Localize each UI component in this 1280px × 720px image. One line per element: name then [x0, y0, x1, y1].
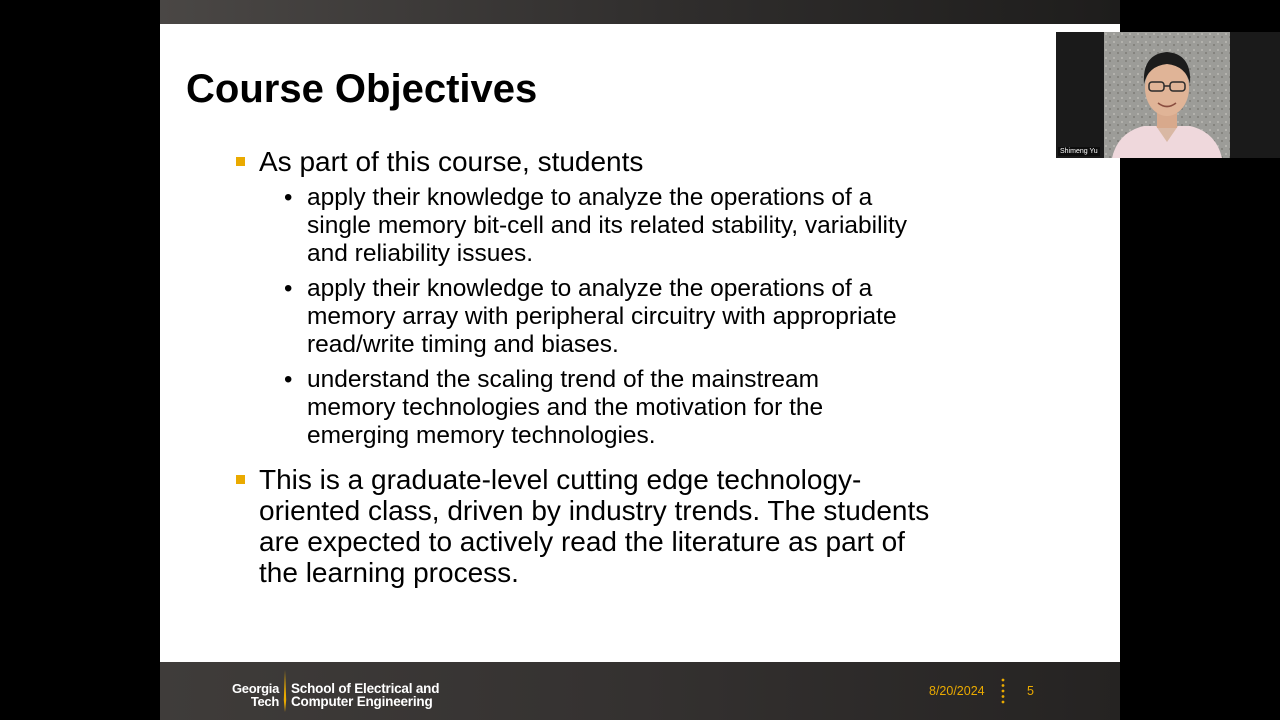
sub-bullet-line: single memory bit-cell and its related stability, variability	[307, 212, 908, 239]
sub-bullet-item	[284, 275, 1044, 359]
sub-bullet-item	[284, 366, 1044, 450]
dotted-separator-icon	[1000, 678, 1006, 704]
bullet-line: As part of this course, students	[259, 146, 644, 177]
georgia-tech-ece-logo	[220, 670, 480, 714]
sub-bullet-line: memory array with peripheral circuitry with appropriate	[307, 303, 897, 330]
sub-bullet-line: and reliability issues.	[307, 240, 534, 267]
sub-bullet-line: read/write timing and biases.	[307, 331, 619, 358]
sub-bullet-line: memory technologies and the motivation for the	[307, 394, 824, 421]
sub-bullet-text	[307, 366, 1047, 450]
bullet-line: the learning process.	[259, 557, 519, 588]
bullet-line: This is a graduate-level cutting edge technology-	[259, 464, 862, 495]
participant-video-tile[interactable]	[1056, 32, 1280, 158]
bullet-item	[236, 146, 1056, 180]
sub-bullet-line: understand the scaling trend of the mainstream	[307, 366, 820, 393]
square-bullet-icon	[236, 475, 245, 484]
gt-divider-icon	[282, 670, 288, 712]
dot-bullet-icon: •	[284, 275, 293, 302]
square-bullet-icon	[236, 157, 245, 166]
logo-georgia-text: Georgia	[231, 681, 279, 696]
sub-bullet-line: emerging memory technologies.	[307, 422, 656, 449]
dot-bullet-icon: •	[284, 366, 293, 393]
slide-page-number: 5	[1027, 684, 1034, 698]
logo-school-line2: Computer Engineering	[291, 694, 433, 709]
bullet-line: oriented class, driven by industry trends. The students	[259, 495, 930, 526]
sub-bullet-text	[307, 184, 1047, 268]
bullet-text	[259, 464, 1049, 588]
slide-title: Course Objectives	[186, 67, 538, 111]
sub-bullet-text	[307, 275, 1047, 359]
sub-bullet-line: apply their knowledge to analyze the operations of a	[307, 184, 873, 211]
logo-school-line1: School of Electrical and	[291, 681, 440, 696]
bullet-text	[259, 146, 1049, 177]
sub-bullet-line: apply their knowledge to analyze the operations of a	[307, 275, 873, 302]
presentation-slide	[160, 0, 1120, 720]
sub-bullet-item	[284, 184, 1044, 268]
bullet-line: are expected to actively read the literature as part of	[259, 526, 905, 557]
participant-name-label: Shimeng Yu	[1060, 148, 1098, 155]
dot-bullet-icon: •	[284, 184, 293, 211]
participant-video-thumbnail	[1104, 32, 1230, 158]
slide-date: 8/20/2024	[929, 684, 985, 698]
slide-content	[160, 0, 1120, 660]
slide-footer	[160, 662, 1120, 720]
logo-tech-text: Tech	[250, 694, 279, 709]
bullet-item	[236, 464, 1056, 588]
